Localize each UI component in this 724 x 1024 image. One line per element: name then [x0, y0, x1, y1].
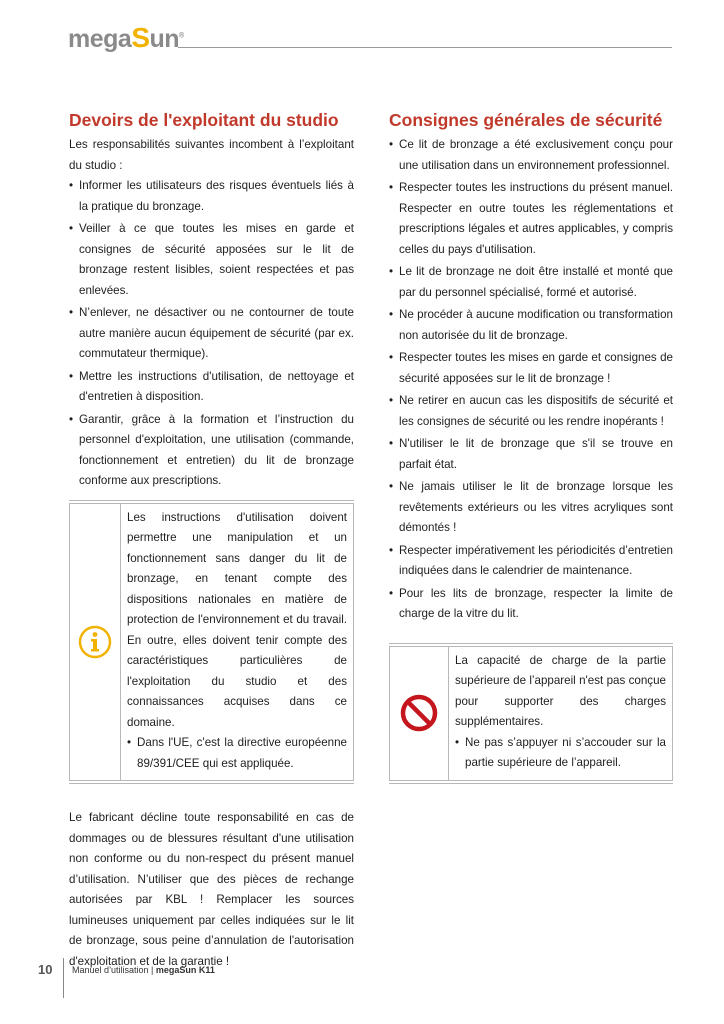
list-item: • Ne retirer en aucun cas les dispositifs de sécurité et les consignes de sécurité ou les rendre inopérants !	[389, 391, 673, 432]
list-item: • Ce lit de bronzage a été exclusivement conçu pour une utilisation dans un environnement professionnel.	[389, 135, 673, 176]
list-item: • Informer les utilisateurs des risques éventuels liés à la pratique du bronzage.	[69, 176, 354, 217]
list-item: • Pour les lits de bronzage, respecter la limite de charge de la vitre du lit.	[389, 584, 673, 625]
info-note-content	[121, 504, 354, 781]
list-item: • N’enlever, ne désactiver ou ne contourner de toute autre manière aucun équipement de sécurité (par ex. commutateur thermique).	[69, 303, 354, 365]
list-item: • Ne procéder à aucune modification ou transformation non autorisée du lit de bronzage.	[389, 305, 673, 346]
info-note-text: Les instructions d'utilisation doivent permettre une manipulation et un fonctionnement sans danger du lit de bronzage, en tenant compte des dispositions nationales en matière de protection de l'environnement et du travail. En outre, elles doivent tenir compte des caractéristiques particulières de l'exploitation du studio et des connaissances acquises dans ce domaine.	[127, 510, 347, 729]
list-item: • Respecter toutes les mises en garde et consignes de sécurité apposées sur le lit de bronzage !	[389, 348, 673, 389]
liability-paragraph: Le fabricant décline toute responsabilité en cas de dommages ou de blessures résultant d'une utilisation non conforme ou du non-respect du présent manuel d’utilisation. N’utiliser que des pièces de rechange autorisées par KBL ! Remplacer les sources lumineuses uniquement par celles indiquées sur le lit de bronzage, sous peine d’annulation de l'autorisation d'exploitation et de la garantie !	[69, 811, 354, 968]
warning-note-box	[389, 643, 673, 784]
megasun-logo	[68, 22, 184, 52]
safety-list	[389, 135, 673, 625]
page-number: 10	[38, 962, 53, 977]
list-item: • Mettre les instructions d'utilisation, de nettoyage et d'entretien à disposition.	[69, 367, 354, 408]
footer-rule	[63, 958, 64, 998]
info-note-bullet: • Dans l'UE, c'est la directive européenne 89/391/CEE qui est appliquée.	[127, 733, 347, 774]
list-item: • Respecter impérativement les périodicités d’entretien indiquées dans le calendrier de maintenance.	[389, 541, 673, 582]
prohibited-icon	[389, 647, 449, 780]
operator-duties-list	[69, 176, 354, 492]
logo-s: S	[131, 22, 150, 53]
warning-note-content	[449, 647, 673, 780]
list-item: • Respecter toutes les instructions du présent manuel. Respecter en outre toutes les réglementations et prescriptions légales et autres applicables, y compris celles du pays d'utilisation.	[389, 178, 673, 260]
list-item: • Ne jamais utiliser le lit de bronzage lorsque les revêtements extérieurs ou les vitres acryliques sont démontés !	[389, 477, 673, 539]
list-item: • Garantir, grâce à la formation et l’instruction du personnel d'exploitation, une utilisation (commande, fonctionnement et entretien) du lit de bronzage conforme aux prescriptions.	[69, 410, 354, 492]
list-item: • Veiller à ce que toutes les mises en garde et consignes de sécurité apposées sur le lit de bronzage restent lisibles, soient respectées et pas enlevées.	[69, 219, 354, 301]
logo-suffix: un	[149, 25, 180, 53]
list-item: • N'utiliser le lit de bronzage que s'il se trouve en parfait état.	[389, 434, 673, 475]
left-column	[69, 108, 354, 972]
logo-prefix: mega	[68, 25, 132, 53]
header-rule	[178, 47, 672, 48]
intro-paragraph: Les responsabilités suivantes incombent à l’exploitant du studio :	[69, 138, 354, 172]
list-item: • Le lit de bronzage ne doit être installé et monté que par du personnel spécialisé, formé et autorisé.	[389, 262, 673, 303]
footer-label	[72, 965, 215, 975]
footer-product: megaSun K11	[155, 965, 215, 975]
right-column	[389, 108, 673, 784]
logo-registered: ®	[179, 32, 184, 40]
warning-note-text: La capacité de charge de la partie supérieure de l’appareil n'est pas conçue pour supporter des charges supplémentaires.	[455, 653, 666, 728]
info-icon	[69, 504, 121, 781]
section-title-safety: Consignes générales de sécurité	[389, 110, 663, 130]
warning-note-bullet: • Ne pas s’appuyer ni s’accouder sur la partie supérieure de l’appareil.	[455, 733, 666, 774]
section-title-operator-duties: Devoirs de l'exploitant du studio	[69, 110, 339, 130]
info-note-box	[69, 500, 354, 785]
footer-manual: Manuel d’utilisation |	[72, 965, 156, 975]
